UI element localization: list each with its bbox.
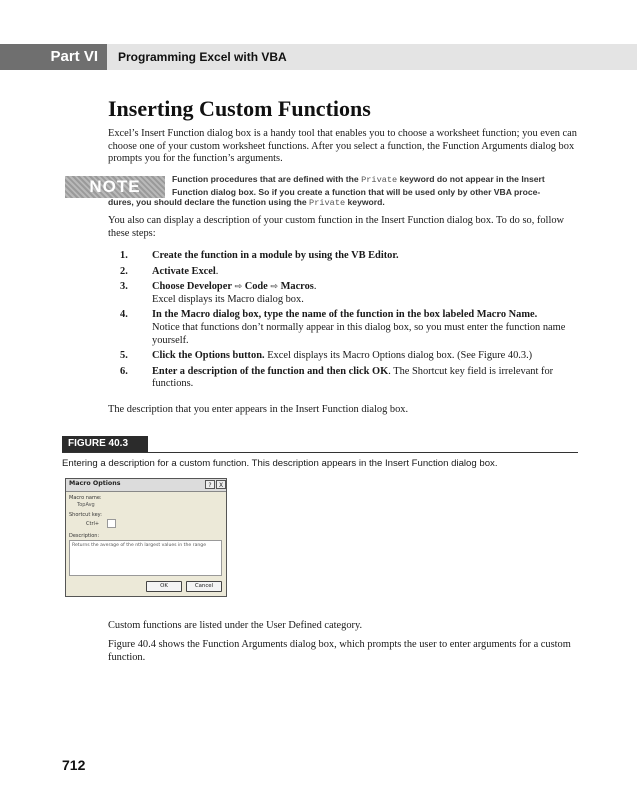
note-line3-b: keyword.	[345, 197, 385, 207]
step-heading-code: Code	[244, 281, 268, 293]
step-heading-developer: Choose Developer	[152, 281, 232, 293]
step-number: 3.	[120, 281, 128, 293]
after-steps-paragraph: The description that you enter appears in the Insert Function dialog box.	[108, 404, 409, 415]
shortcut-key-input[interactable]	[107, 519, 116, 528]
step-heading: Activate Excel	[152, 265, 216, 277]
note-line1-a: Function procedures that are defined with the	[172, 174, 362, 184]
step-heading: Enter a description of the function and then click OK	[152, 365, 389, 377]
step-3	[108, 281, 578, 306]
steps-list	[108, 250, 578, 394]
step-number: 6.	[120, 365, 128, 377]
figure-rule	[62, 452, 578, 453]
note-line1-b: keyword do not appear in the Insert	[397, 174, 545, 184]
step-tail: .	[388, 365, 391, 377]
running-header	[0, 44, 637, 70]
step-6	[108, 366, 578, 391]
page-title: Inserting Custom Functions	[108, 96, 371, 121]
step-4	[108, 309, 578, 347]
step-5	[108, 350, 578, 363]
help-button[interactable]: ?	[205, 480, 215, 489]
step-number: 2.	[120, 265, 128, 277]
step-detail: Excel displays its Macro dialog box.	[152, 293, 304, 305]
step-detail: Notice that functions don’t normally appear in this dialog box, so you must enter the function name yourself.	[152, 321, 566, 346]
step-number: 5.	[120, 350, 128, 362]
cancel-button[interactable]: Cancel	[186, 581, 222, 592]
step-heading-macros: Macros	[280, 281, 314, 293]
intro-paragraph: Excel’s Insert Function dialog box is a handy tool that enables you to choose a worksheet function; you even can choose one of your custom worksheet functions. After you select a function, the Function Arguments dialog box prompts you for the function’s arguments.	[108, 128, 577, 165]
part-tab: Part VI	[0, 44, 107, 70]
shortcut-key-label: Shortcut key:	[69, 512, 102, 518]
step-tail: .	[215, 265, 219, 277]
step-2	[108, 266, 578, 279]
close-button[interactable]: X	[216, 480, 226, 489]
step-number: 4.	[120, 309, 128, 321]
description-label: Description:	[69, 533, 100, 539]
macro-name-label: Macro name:	[69, 495, 102, 501]
step-heading: Click the Options button.	[152, 350, 265, 362]
note-badge: NOTE	[65, 176, 165, 198]
note-line2: Function dialog box. So if you create a function that will be used only by other VBA proce-	[172, 186, 541, 197]
note-keyword-private-2: Private	[309, 198, 346, 208]
figure-caption: Entering a description for a custom function. This description appears in the Insert Function dialog box.	[62, 458, 498, 469]
header-title: Programming Excel with VBA	[118, 50, 287, 64]
steps-intro: You also can display a description of your custom function in the Insert Function dialog box. To do so, follow these steps:	[108, 215, 565, 239]
figure-40-4-paragraph: Figure 40.4 shows the Function Arguments dialog box, which prompts the user to enter arguments for a custom function.	[108, 639, 571, 663]
macro-options-dialog	[65, 478, 227, 597]
menu-arrow-icon: ⇨	[234, 282, 243, 293]
note-text-continued	[108, 197, 578, 210]
user-defined-paragraph: Custom functions are listed under the User Defined category.	[108, 620, 363, 631]
macro-name-value: TopAvg	[77, 502, 95, 508]
dialog-title: Macro Options	[69, 480, 121, 487]
dialog-titlebar	[66, 479, 226, 492]
step-detail: The Shortcut key field is irrelevant for functions.	[152, 365, 554, 390]
step-number: 1.	[120, 250, 128, 261]
note-line3-a: dures, you should declare the function using the	[108, 197, 310, 207]
ctrl-label: Ctrl+	[86, 521, 100, 527]
step-1	[108, 250, 578, 263]
page-number: 712	[62, 757, 86, 773]
description-value: Returns the average of the nth largest values in the range	[72, 543, 207, 548]
step-detail: Excel displays its Macro Options dialog box. (See Figure 40.3.)	[267, 350, 533, 362]
note-keyword-private-1: Private	[361, 175, 398, 185]
step-heading: In the Macro dialog box, type the name of the function in the box labeled Macro Name.	[152, 309, 538, 321]
step-tail: .	[313, 281, 317, 293]
ok-button[interactable]: OK	[146, 581, 182, 592]
menu-arrow-icon: ⇨	[270, 282, 278, 293]
note-text	[172, 174, 578, 198]
figure-label: FIGURE 40.3	[62, 436, 148, 452]
step-heading: Create the function in a module by using the VB Editor.	[152, 250, 399, 261]
description-input[interactable]	[69, 540, 222, 576]
